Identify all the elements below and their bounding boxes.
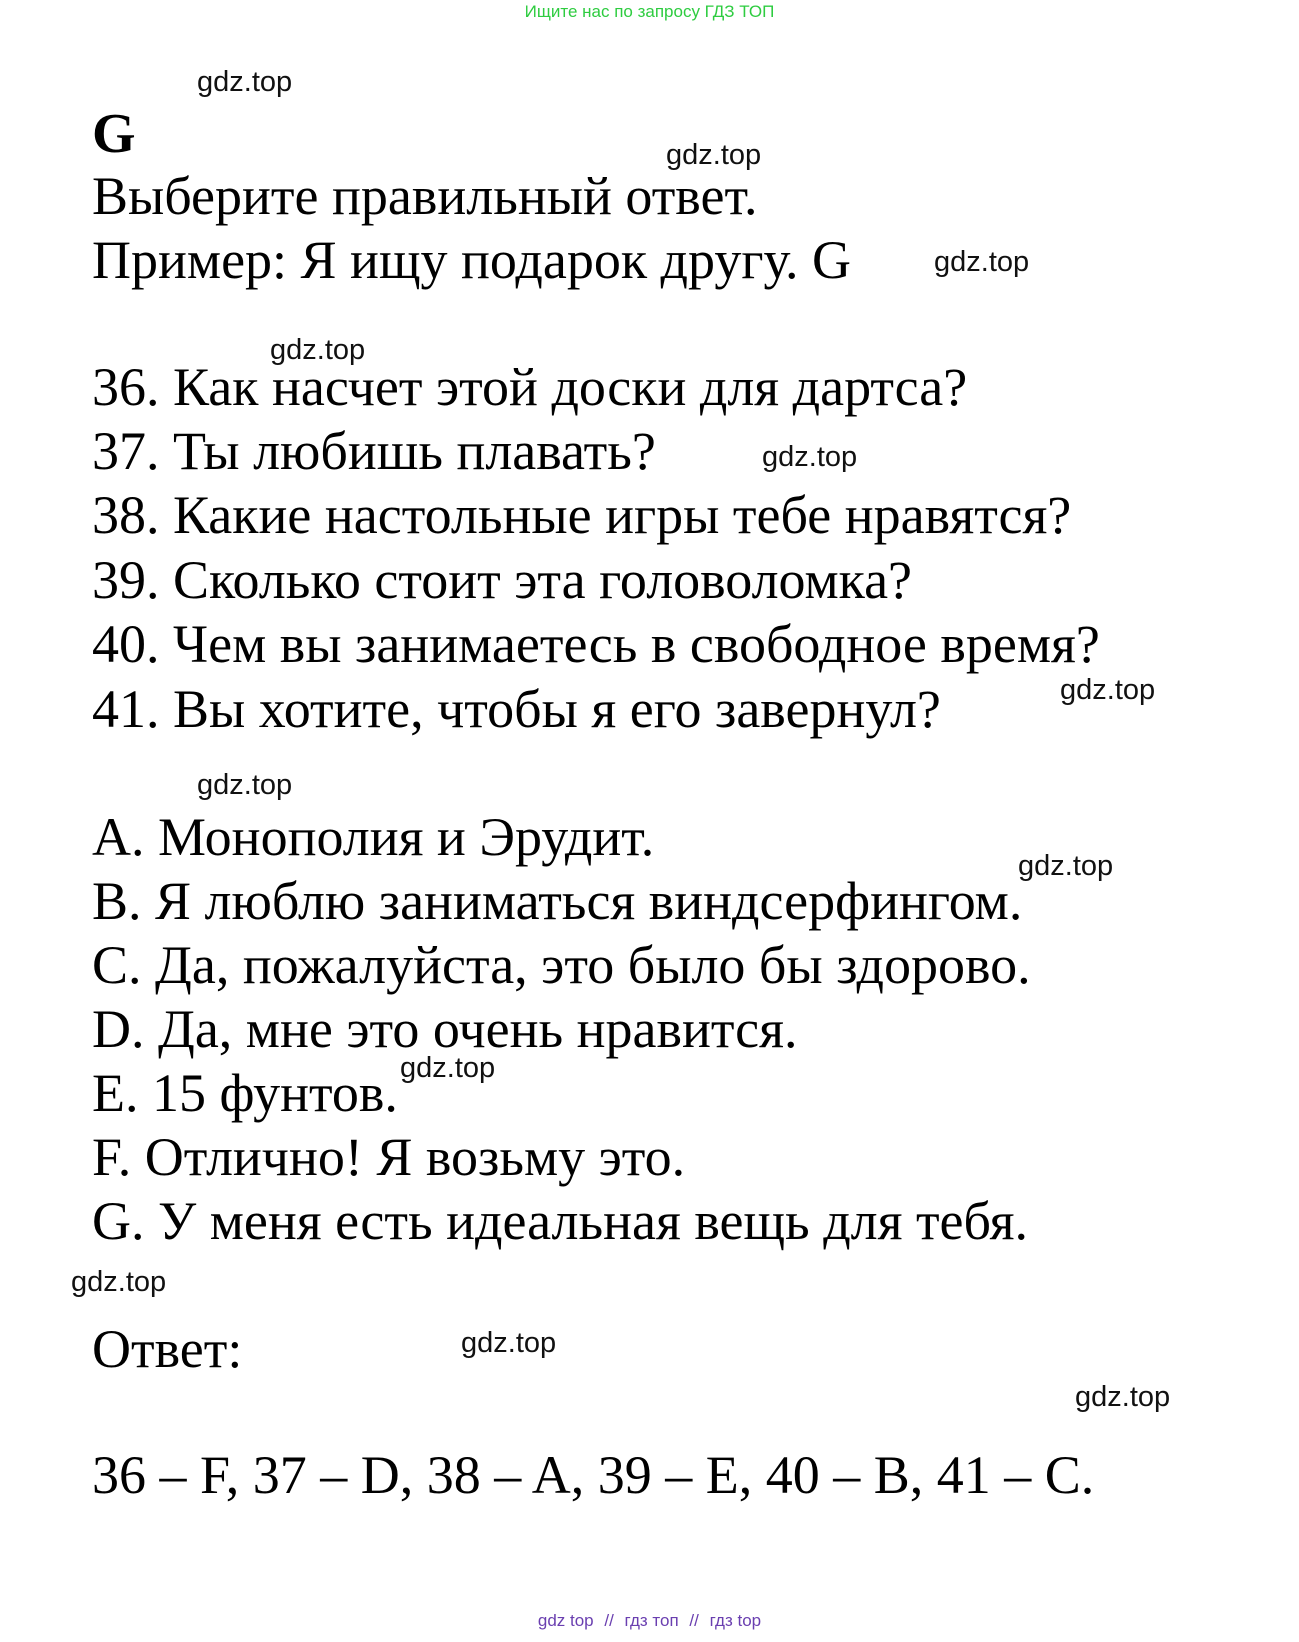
watermark: gdz.top: [1018, 850, 1114, 882]
option-g: G. У меня есть идеальная вещь для тебя.: [92, 1191, 1028, 1251]
option-e: E. 15 фунтов.: [92, 1063, 398, 1123]
question-36: 36. Как насчет этой доски для дартса?: [92, 357, 968, 417]
watermark: gdz.top: [270, 334, 366, 366]
option-c: C. Да, пожалуйста, это было бы здорово.: [92, 935, 1031, 995]
question-38: 38. Какие настольные игры тебе нравятся?: [92, 485, 1072, 545]
watermark: gdz.top: [1075, 1381, 1171, 1413]
answer-text: 36 – F, 37 – D, 38 – A, 39 – E, 40 – B, 41 – C.: [92, 1445, 1095, 1505]
bottom-links: [0, 1611, 1299, 1631]
watermark: gdz.top: [461, 1327, 557, 1359]
question-39: 39. Сколько стоит эта головоломка?: [92, 550, 913, 610]
link-gdz-top[interactable]: gdz top: [537, 1611, 594, 1630]
watermark: gdz.top: [197, 769, 293, 801]
option-b: B. Я люблю заниматься виндсерфингом.: [92, 871, 1023, 931]
watermark: gdz.top: [400, 1052, 496, 1084]
watermark: gdz.top: [762, 441, 858, 473]
separator: //: [604, 1611, 614, 1630]
watermark: gdz.top: [1060, 674, 1156, 706]
answer-label: Ответ:: [92, 1319, 243, 1379]
option-d: D. Да, мне это очень нравится.: [92, 999, 798, 1059]
link-gdz-top-ru[interactable]: гдз топ: [624, 1611, 679, 1630]
link-gdz-top-mixed[interactable]: гдз top: [709, 1611, 762, 1630]
instruction-text: Выберите правильный ответ.: [92, 166, 758, 226]
question-41: 41. Вы хотите, чтобы я его завернул?: [92, 679, 941, 739]
watermark: gdz.top: [934, 246, 1030, 278]
top-banner[interactable]: Ищите нас по запросу ГДЗ ТОП: [524, 2, 775, 21]
question-37: 37. Ты любишь плавать?: [92, 421, 656, 481]
option-f: F. Отлично! Я возьму это.: [92, 1127, 686, 1187]
section-heading: G: [92, 103, 136, 165]
separator: //: [689, 1611, 699, 1630]
question-40: 40. Чем вы занимаетесь в свободное время?: [92, 614, 1100, 674]
watermark: gdz.top: [71, 1266, 167, 1298]
watermark: gdz.top: [666, 139, 762, 171]
example-text: Пример: Я ищу подарок другу. G: [92, 230, 852, 290]
watermark: gdz.top: [197, 66, 293, 98]
option-a: A. Монополия и Эрудит.: [92, 807, 655, 867]
